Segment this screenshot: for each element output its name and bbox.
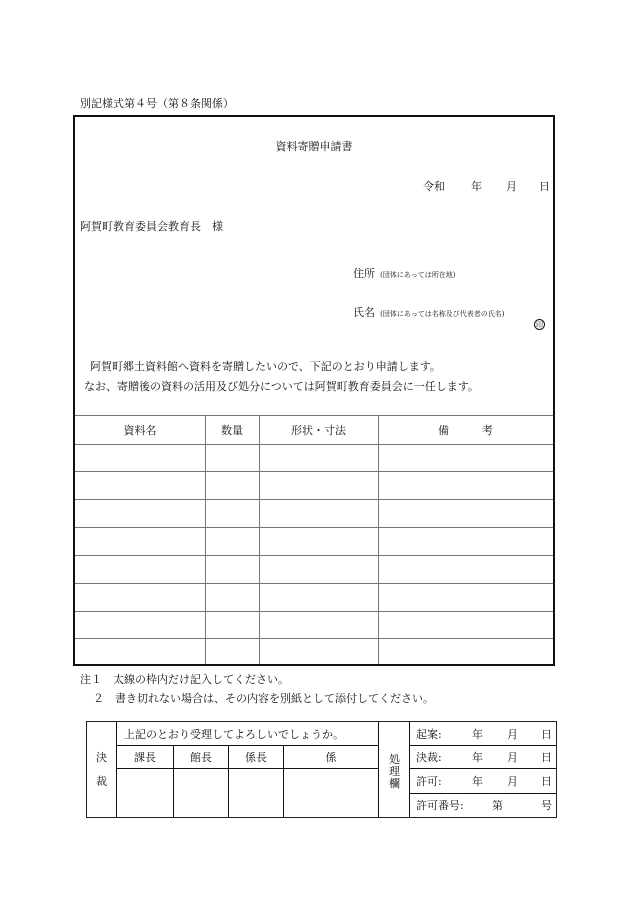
permit-day: 日 [541, 775, 552, 788]
body-text-line2: なお、寄贈後の資料の活用及び処分については阿賀町教育委員会に一任します。 [84, 380, 479, 393]
confirm-text: 上記のとおり受理してよろしいでしょうか。 [124, 728, 344, 741]
date-year: 年 [471, 180, 482, 193]
table-row-line [75, 555, 553, 556]
processing-row-line [409, 793, 557, 794]
processing-row-line [409, 745, 557, 746]
table-row-line [75, 583, 553, 584]
col-header-remarks: 備 考 [438, 424, 493, 437]
decision-month: 月 [507, 751, 518, 764]
decision-label: 決裁: [416, 751, 442, 764]
col-header-material-name: 資料名 [123, 424, 157, 437]
processing-label-3: 欄 [389, 777, 400, 790]
kessai-label-1: 決 [96, 751, 107, 764]
approval-row-line [116, 745, 378, 746]
table-col-line [259, 415, 260, 664]
permit-number-go: 号 [541, 799, 552, 812]
approval-col-line [409, 721, 410, 818]
table-col-line [205, 415, 206, 664]
draft-label: 起案: [416, 728, 442, 741]
form-title: 資料寄贈申請書 [275, 140, 353, 153]
role-staff: 係 [325, 751, 337, 764]
seal-mark: 印 [536, 321, 543, 329]
draft-month: 月 [507, 728, 518, 741]
address-label: 住所 [353, 267, 375, 280]
col-header-quantity: 数量 [221, 424, 243, 437]
table-row-line [75, 471, 553, 472]
permit-year: 年 [472, 775, 483, 788]
approval-row-line [116, 768, 378, 769]
processing-row-line [409, 768, 557, 769]
table-row-line [75, 444, 553, 445]
role-director: 館長 [190, 751, 212, 764]
role-section-chief: 課長 [134, 751, 156, 764]
permit-number-label: 許可番号: [416, 799, 464, 812]
note-2: ２ 書き切れない場合は、その内容を別紙として添付してください。 [93, 692, 434, 705]
kessai-label-2: 裁 [96, 775, 107, 788]
addressee: 阿賀町教育委員会教育長 様 [80, 220, 223, 233]
table-col-line [378, 415, 379, 664]
permit-month: 月 [507, 775, 518, 788]
form-style-label: 別記様式第４号（第８条関係） [80, 97, 234, 110]
table-row-line [75, 499, 553, 500]
draft-day: 日 [541, 728, 552, 741]
table-row-line [75, 611, 553, 612]
col-header-shape-size: 形状・寸法 [291, 424, 346, 437]
date-era: 令和 [423, 180, 445, 193]
approval-col-line [378, 721, 379, 818]
date-month: 月 [506, 180, 517, 193]
body-text-line1: 阿賀町郷土資料館へ資料を寄贈したいので、下記のとおり申請します。 [90, 360, 441, 373]
role-subsection-chief: 係長 [245, 751, 267, 764]
table-row-line [75, 527, 553, 528]
permit-label: 許可: [416, 775, 442, 788]
processing-label-1: 処 [389, 753, 400, 766]
date-day: 日 [539, 180, 550, 193]
address-line [353, 262, 456, 281]
name-line [353, 301, 505, 320]
address-note: (団体にあっては所在地) [380, 271, 456, 279]
note-1: 注１ 太線の枠内だけ記入してください。 [80, 673, 289, 686]
name-note: (団体にあっては名称及び代表者の氏名) [380, 310, 505, 318]
decision-day: 日 [541, 751, 552, 764]
approval-col-line [116, 721, 117, 818]
permit-number-dai: 第 [492, 799, 503, 812]
processing-label-2: 理 [389, 765, 400, 778]
decision-year: 年 [472, 751, 483, 764]
table-row-line [75, 638, 553, 639]
draft-year: 年 [472, 728, 483, 741]
name-label: 氏名 [353, 306, 375, 319]
table-top-line [75, 415, 553, 416]
